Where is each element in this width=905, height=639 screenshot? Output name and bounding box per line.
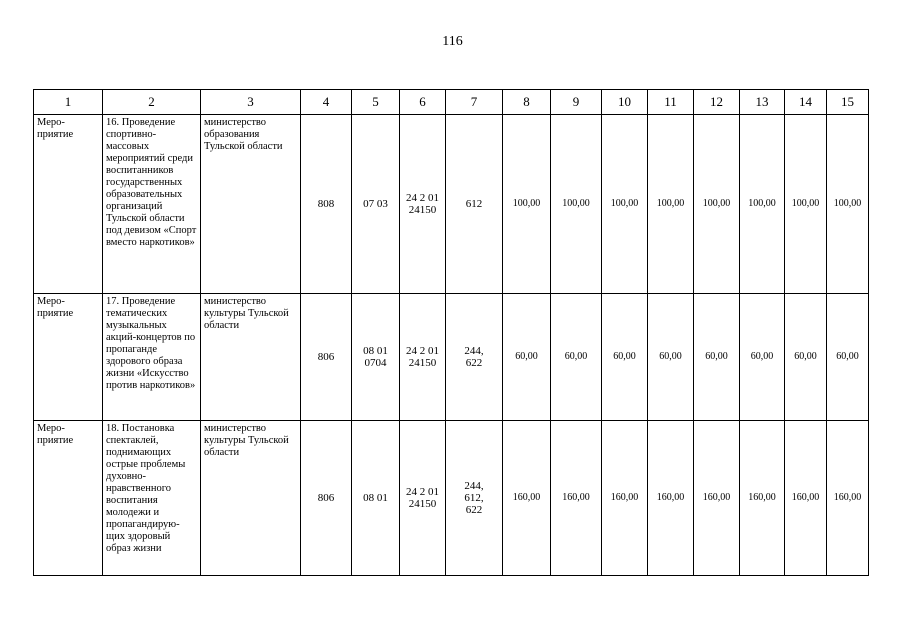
col-header: 9 (551, 90, 602, 115)
section-code: 07 03 (352, 115, 400, 294)
grbs-code: 806 (301, 421, 352, 576)
amount-cell: 160,00 (602, 421, 648, 576)
col-header: 7 (446, 90, 503, 115)
col-header: 14 (785, 90, 827, 115)
col-header: 8 (503, 90, 551, 115)
amount-cell: 100,00 (694, 115, 740, 294)
col-header: 10 (602, 90, 648, 115)
page-number: 116 (442, 34, 463, 49)
col-header: 4 (301, 90, 352, 115)
activity-name: 17. Проведение тематических музыкальных акций-концертов по пропаганде здорового образа жизни «Искусство против наркотиков» (103, 294, 201, 421)
amount-cell: 100,00 (602, 115, 648, 294)
amount-cell: 100,00 (648, 115, 694, 294)
executor: министерство образования Тульской области (201, 115, 301, 294)
col-header: 13 (740, 90, 785, 115)
section-code: 08 01 (352, 421, 400, 576)
amount-cell: 100,00 (503, 115, 551, 294)
grbs-code: 806 (301, 294, 352, 421)
row-type: Меро- приятие (34, 294, 103, 421)
col-header: 3 (201, 90, 301, 115)
amount-cell: 60,00 (694, 294, 740, 421)
row-type: Меро- приятие (34, 421, 103, 576)
row-type: Меро- приятие (34, 115, 103, 294)
table-row (34, 294, 869, 421)
col-header: 11 (648, 90, 694, 115)
amount-cell: 160,00 (785, 421, 827, 576)
amount-cell: 60,00 (602, 294, 648, 421)
amount-cell: 160,00 (827, 421, 869, 576)
expense-type-code: 244, 612, 622 (446, 421, 503, 576)
amount-cell: 60,00 (785, 294, 827, 421)
amount-cell: 60,00 (827, 294, 869, 421)
amount-cell: 60,00 (551, 294, 602, 421)
activity-name: 16. Проведение спортивно-массовых мероприятий среди воспитанников государственных образовательных организаций Тульской области под девизом «Спорт вместо наркотиков» (103, 115, 201, 294)
col-header: 1 (34, 90, 103, 115)
section-code: 08 01 0704 (352, 294, 400, 421)
budget-table (33, 89, 869, 576)
amount-cell: 100,00 (827, 115, 869, 294)
col-header: 12 (694, 90, 740, 115)
amount-cell: 60,00 (648, 294, 694, 421)
target-code: 24 2 01 24150 (400, 421, 446, 576)
amount-cell: 160,00 (648, 421, 694, 576)
amount-cell: 60,00 (740, 294, 785, 421)
expense-type-code: 244, 622 (446, 294, 503, 421)
grbs-code: 808 (301, 115, 352, 294)
amount-cell: 100,00 (551, 115, 602, 294)
activity-name: 18. Постановка спектаклей, поднимающих острые проблемы духовно-нравственного воспитания молодежи и пропагандирую-щих здоровый образ жизни (103, 421, 201, 576)
amount-cell: 160,00 (503, 421, 551, 576)
amount-cell: 100,00 (785, 115, 827, 294)
amount-cell: 160,00 (694, 421, 740, 576)
col-header: 2 (103, 90, 201, 115)
amount-cell: 100,00 (740, 115, 785, 294)
amount-cell: 160,00 (551, 421, 602, 576)
header-row (34, 90, 869, 115)
col-header: 5 (352, 90, 400, 115)
amount-cell: 160,00 (740, 421, 785, 576)
table-row (34, 421, 869, 576)
amount-cell: 60,00 (503, 294, 551, 421)
expense-type-code: 612 (446, 115, 503, 294)
col-header: 6 (400, 90, 446, 115)
col-header: 15 (827, 90, 869, 115)
executor: министерство культуры Тульской области (201, 294, 301, 421)
target-code: 24 2 01 24150 (400, 294, 446, 421)
executor: министерство культуры Тульской области (201, 421, 301, 576)
target-code: 24 2 01 24150 (400, 115, 446, 294)
table-row (34, 115, 869, 294)
